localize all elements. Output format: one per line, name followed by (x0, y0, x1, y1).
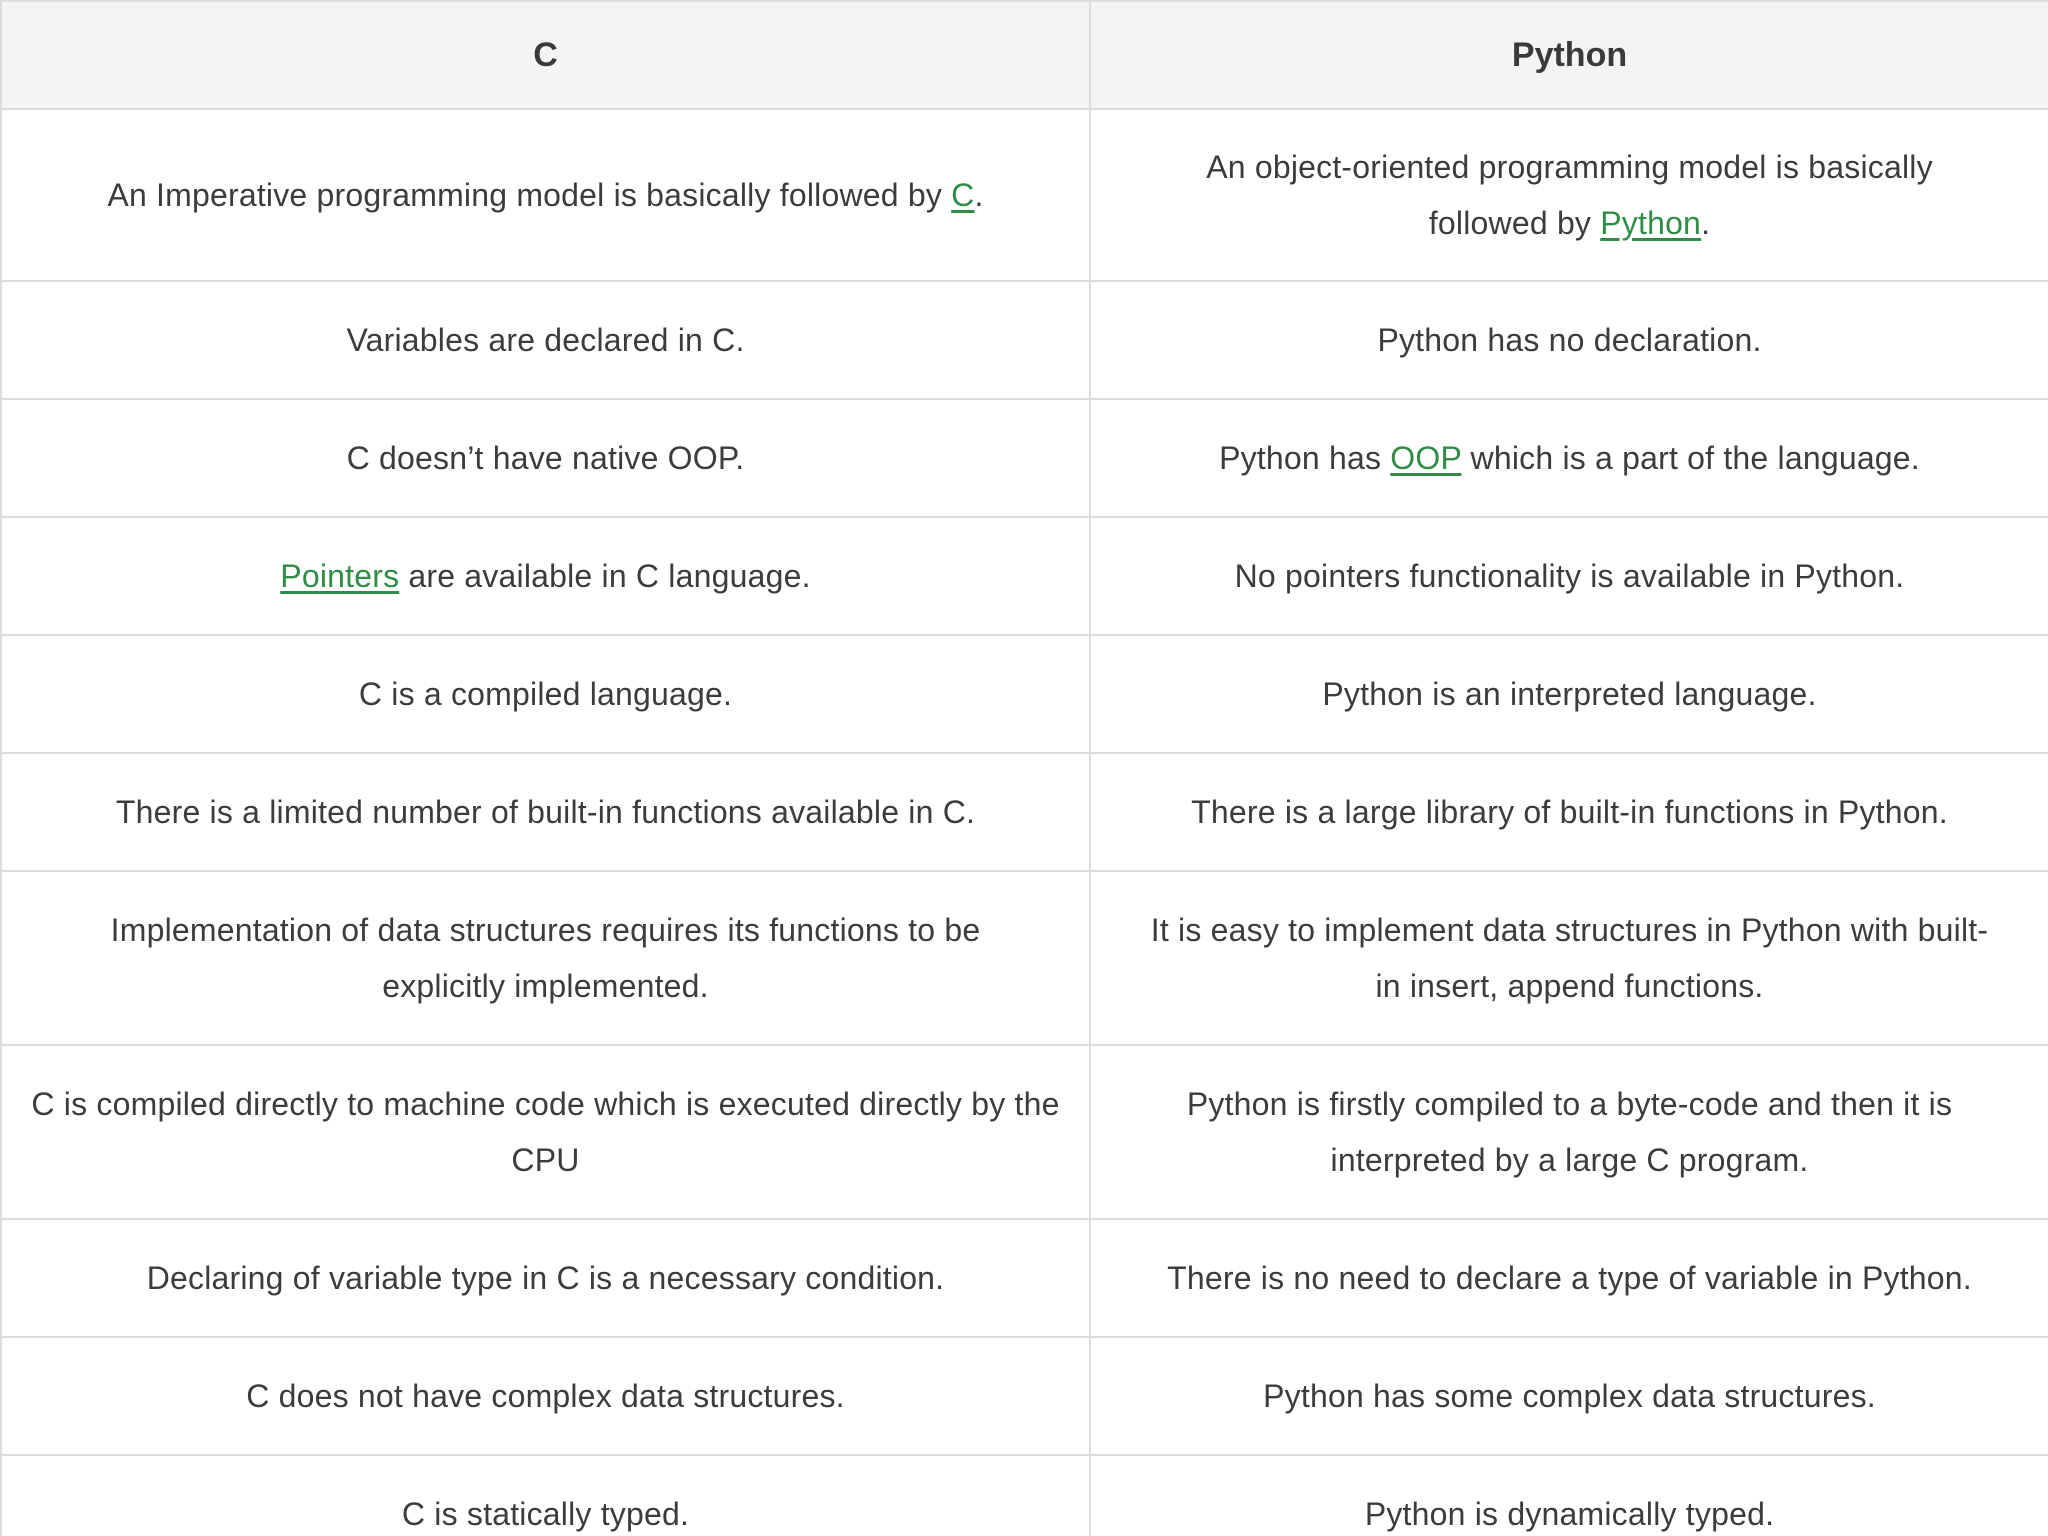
link-python[interactable]: Python (1600, 205, 1702, 241)
cell-python: Python is dynamically typed. (1090, 1455, 2048, 1536)
cell-python: No pointers functionality is available in Python. (1090, 517, 2048, 635)
table-row (1, 1455, 2048, 1536)
table-row (1, 635, 2048, 753)
cell-c: C is compiled directly to machine code which is executed directly by the CPU (1, 1045, 1090, 1219)
link-c[interactable]: C (951, 177, 975, 213)
header-row (1, 1, 2048, 109)
header-python: Python (1090, 1, 2048, 109)
cell-c: C doesn’t have native OOP. (1, 399, 1090, 517)
link-pointers[interactable]: Pointers (280, 558, 400, 594)
cell-python: An object-oriented programming model is basically followed by Python. (1090, 109, 2048, 281)
link-oop[interactable]: OOP (1390, 440, 1462, 476)
cell-python: It is easy to implement data structures in Python with built-in insert, append functions. (1090, 871, 2048, 1045)
table-row (1, 109, 2048, 281)
table-row (1, 281, 2048, 399)
cell-c: Declaring of variable type in C is a necessary condition. (1, 1219, 1090, 1337)
table-row (1, 1219, 2048, 1337)
cell-c: Variables are declared in C. (1, 281, 1090, 399)
header-c: C (1, 1, 1090, 109)
table-row (1, 399, 2048, 517)
cell-c: C is a compiled language. (1, 635, 1090, 753)
table-row (1, 753, 2048, 871)
cell-c: Implementation of data structures requires its functions to be explicitly implemented. (1, 871, 1090, 1045)
cell-c: C does not have complex data structures. (1, 1337, 1090, 1455)
table-row (1, 1337, 2048, 1455)
cell-python: Python has OOP which is a part of the language. (1090, 399, 2048, 517)
cell-python: Python is an interpreted language. (1090, 635, 2048, 753)
table-row (1, 517, 2048, 635)
cell-c: C is statically typed. (1, 1455, 1090, 1536)
cell-c: There is a limited number of built-in functions available in C. (1, 753, 1090, 871)
table-row (1, 871, 2048, 1045)
cell-python: Python has some complex data structures. (1090, 1337, 2048, 1455)
cell-python: There is a large library of built-in functions in Python. (1090, 753, 2048, 871)
cell-python: Python has no declaration. (1090, 281, 2048, 399)
cell-python: Python is firstly compiled to a byte-code and then it is interpreted by a large C program. (1090, 1045, 2048, 1219)
table-row (1, 1045, 2048, 1219)
cell-c: An Imperative programming model is basically followed by C. (1, 109, 1090, 281)
cell-python: There is no need to declare a type of variable in Python. (1090, 1219, 2048, 1337)
cell-c: Pointers are available in C language. (1, 517, 1090, 635)
